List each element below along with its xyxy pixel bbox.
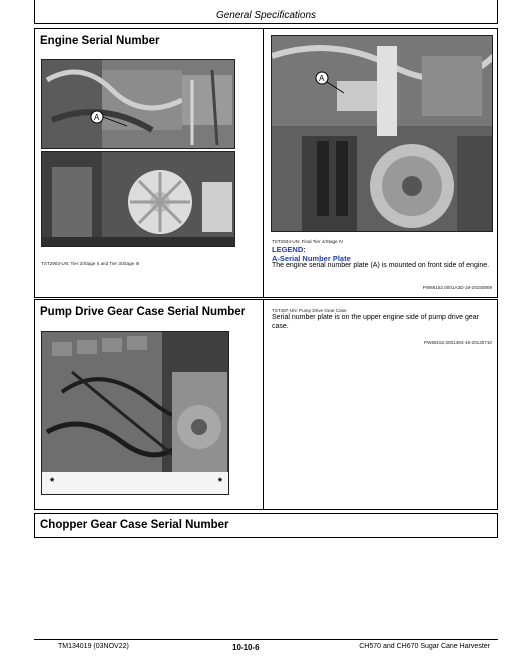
pump-drive-section	[34, 299, 498, 510]
engine-serial-section	[34, 28, 498, 298]
pump-section-title: Pump Drive Gear Case Serial Number	[40, 306, 246, 318]
asterisk-right: *	[217, 476, 222, 488]
engine-description: The engine serial number plate (A) is mounted on front side of engine.	[272, 262, 490, 269]
engine-photo-tier4	[271, 35, 493, 232]
svg-text:A: A	[94, 113, 100, 122]
engine-photo-tier2-top	[41, 59, 235, 149]
footer-rule	[34, 639, 498, 640]
engine-photo-tier2-bottom	[41, 151, 235, 247]
chopper-section-title: Chopper Gear Case Serial Number	[40, 519, 229, 531]
column-divider	[263, 29, 264, 297]
chopper-gear-section	[34, 513, 498, 538]
footer-page-number: 10-10-6	[232, 643, 260, 652]
engine-section-title: Engine Serial Number	[40, 35, 160, 47]
page-header-title: General Specifications	[215, 10, 317, 21]
footer-product: CH570 and CH670 Sugar Cane Harvester	[359, 643, 490, 650]
footer-doc-id: TM134019 (03NOV22)	[58, 643, 129, 650]
engine-right-caption: TST2934-UN: Final Tier 4/Stage IV	[272, 239, 344, 244]
engine-left-caption: TST2903-UN: Tier 2/Stage II and Tier 3/Stage III	[41, 261, 140, 266]
column-divider	[263, 300, 264, 509]
pump-caption: TST487-UN: Pump Drive Gear Case	[272, 308, 347, 313]
pump-description: Serial number plate is on the upper engine side of pump drive gear case.	[272, 314, 480, 330]
asterisk-left: *	[50, 476, 55, 488]
pump-ref-code: PW66152,0001483-19-20140710	[424, 340, 492, 345]
engine-ref-code: PW66152,0001A3D-19-20150909	[422, 285, 492, 290]
svg-text:A: A	[319, 74, 325, 83]
pump-drive-photo	[41, 331, 229, 495]
legend-item-serial-plate: A-Serial Number Plate	[272, 254, 351, 263]
legend-heading: LEGEND:	[272, 245, 306, 254]
